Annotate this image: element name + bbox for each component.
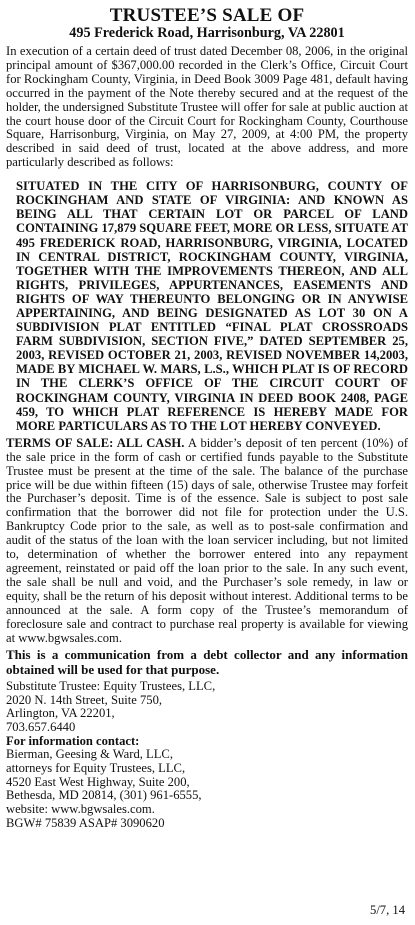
trustee-street: 2020 N. 14th Street, Suite 750, <box>6 692 163 707</box>
terms-text: A bidder’s deposit of ten percent (10%) of the sale price in the form of cash or certified funds payable to the Substitute Trustee must be present at the time of the sale. The balance of the purchase price will be due within fifteen (15) days of sale, otherwise Trustee may forfeit the Purchaser’s deposit. Time is of the essence. Sale is subject to post sale confirmation that the borrower did not file for protection under the U.S. Bankruptcy Code prior to the sale, as well as to post-sale confirmation and audit of the status of the loan with the loan servicer including, but not limited to, determination of whether the borrower entered into any repayment agreement, reinstated or paid off the loan prior to the sale. In any such event, the sale shall be null and void, and the Purchaser’s sole remedy, in law or equity, shall be the return of his deposit without interest. Additional terms to be announced at the sale. A form copy of the Trustee’s memorandum of foreclosure sale and contract to purchase real property is available for viewing at www.bgwsales.com. <box>6 435 408 645</box>
contact-city-phone: Bethesda, MD 20814, (301) 961-6555, <box>6 788 202 803</box>
terms-heading: TERMS OF SALE: ALL CASH. <box>6 435 185 450</box>
terms-paragraph <box>6 437 408 646</box>
property-description: SITUATED IN THE CITY OF HARRISONBURG, COUNTY OF ROCKINGHAM AND STATE OF VIRGINIA: AND KNOWN AS BEING ALL THAT CERTAIN LOT OR PARCEL OF LAND CONTAINING 17,879 SQUARE FEET, MORE OR LESS, SITUATE AT 495 FREDERICK ROAD, HARRISONBURG, VIRGINIA, LOCATED IN CENTRAL DISTRICT, ROCKINGHAM COUNTY, VIRGINIA, TOGETHER WITH THE IMPROVEMENTS THEREON, AND ALL RIGHTS, PRIVILEGES, APPURTENANCES, EASEMENTS AND RIGHTS OF WAY THEREUNTO BELONGING OR IN ANYWISE APPERTAINING, AND BEING DESIGNATED AS LOT 30 ON A SUBDIVISION PLAT ENTITLED “FINAL PLAT CROSSROADS FARM SUBDIVISION, SECTION FIVE,” DATED SEPTEMBER 25, 2003, REVISED OCTOBER 21, 2003, REVISED NOVEMBER 14,2003, MADE BY MICHAEL W. MARS, L.S., WHICH PLAT IS OF RECORD IN THE CLERK’S OFFICE OF THE CIRCUIT COURT OF ROCKINGHAM COUNTY, VIRGINIA IN DEED BOOK 2408, PAGE 459, TO WHICH PLAT REFERENCE IS HEREBY MADE FOR MORE PARTICULARS AS TO THE LOT HEREBY CONVEYED. <box>16 179 408 433</box>
contact-firm: Bierman, Geesing & Ward, LLC, <box>6 747 173 762</box>
contact-heading: For information contact: <box>6 733 140 748</box>
trustee-city: Arlington, VA 22201, <box>6 706 115 721</box>
debt-collector-notice: This is a communication from a debt collector and any information obtained will be used for that purpose. <box>6 647 408 677</box>
contact-street: 4520 East West Highway, Suite 200, <box>6 774 190 789</box>
notice-subtitle: 495 Frederick Road, Harrisonburg, VA 22801 <box>69 25 345 41</box>
run-dates: 5/7, 14 <box>370 903 405 917</box>
notice-title: TRUSTEE’S SALE OF <box>109 5 305 26</box>
contact-website: website: www.bgwsales.com. <box>6 802 155 817</box>
reference-numbers: BGW# 75839 ASAP# 3090620 <box>6 815 165 830</box>
contact-role: attorneys for Equity Trustees, LLC, <box>6 761 186 776</box>
trustee-name: Substitute Trustee: Equity Trustees, LLC, <box>6 678 216 693</box>
trustee-phone: 703.657.6440 <box>6 719 76 734</box>
trustee-block <box>6 680 408 831</box>
intro-paragraph: In execution of a certain deed of trust dated December 08, 2006, in the original principal amount of $367,000.00 recorded in the Clerk’s Office, Circuit Court for Rockingham County, Virginia, in Deed Book 3009 Page 481, default having occurred in the payment of the Note thereby secured and at the request of the holder, the undersigned Substitute Trustee will offer for sale at public auction at the court house door of the Circuit Court for Rockingham County, Courthouse Square, Harrisonburg, Virginia, on May 27, 2009, at 4:00 PM, the property described in said deed of trust, located at the above address, and more particularly described as follows: <box>6 44 408 170</box>
